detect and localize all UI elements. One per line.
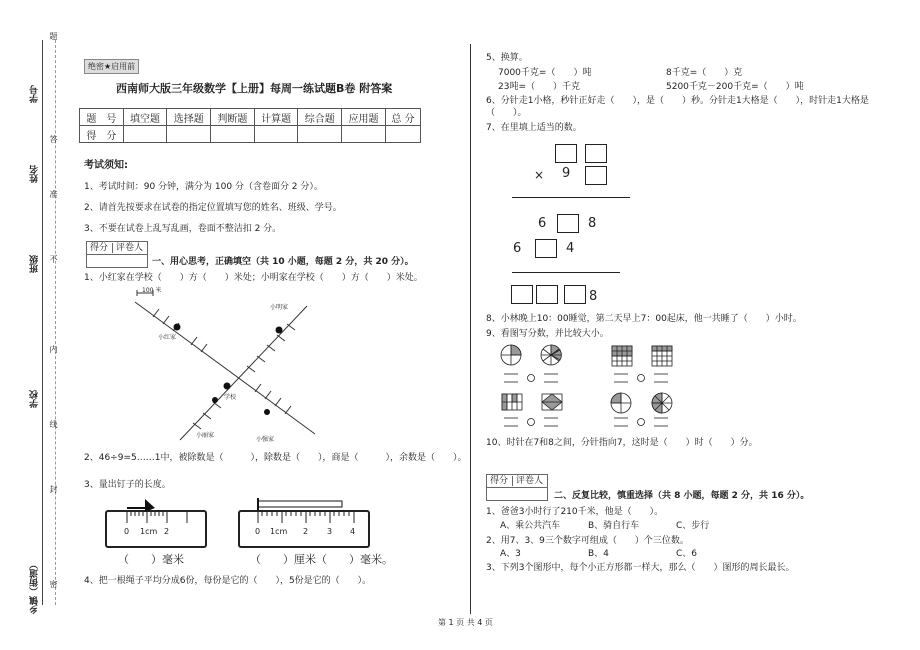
table-cell bbox=[385, 126, 420, 143]
table-row bbox=[80, 109, 421, 126]
section-score-box bbox=[486, 474, 548, 501]
table-cell: 题 号 bbox=[80, 109, 124, 126]
question-9: 9、看图写分数，并比较大小。 bbox=[486, 329, 609, 339]
table-cell bbox=[123, 126, 167, 143]
instruction-item: 2、请首先按要求在试卷的指定位置填写您的姓名、班级、学号。 bbox=[84, 203, 342, 213]
marker: 答 bbox=[49, 135, 58, 143]
table-cell: 填空题 bbox=[123, 109, 167, 126]
rule-line bbox=[512, 272, 620, 273]
table-cell: 得 分 bbox=[80, 126, 124, 143]
choice-question-3: 3、下列3个图形中，每个小正方形都一样大，那么（ ）图形的周长最长。 bbox=[486, 563, 795, 573]
conversion-item: 7000千克=（ ）吨 bbox=[498, 68, 592, 78]
grader-label: 评卷人 bbox=[112, 243, 143, 253]
table-cell bbox=[298, 126, 342, 143]
ruler-tick-label: 2 bbox=[303, 527, 309, 536]
digit: 8 bbox=[589, 289, 598, 304]
question-8: 8、小林晚上10：00睡觉，第二天早上7：00起床，他一共睡了（ ）小时。 bbox=[486, 314, 802, 324]
table-cell: 应用题 bbox=[342, 109, 386, 126]
answer-cm-mm: （ ）厘米（ ）毫米。 bbox=[250, 553, 393, 566]
ruler-tick-label: 0 bbox=[255, 527, 261, 536]
option[interactable]: C、6 bbox=[676, 549, 698, 559]
times-sign: × bbox=[534, 168, 545, 182]
marker: 不 bbox=[49, 255, 58, 263]
question-3: 3、量出钉子的长度。 bbox=[84, 480, 171, 490]
question-10: 10、时针在7和8之间，分针指向7，这时是（ ）时（ ）分。 bbox=[486, 438, 758, 448]
score-table bbox=[79, 108, 421, 143]
marker: 线 bbox=[49, 420, 58, 428]
label-township: 乡镇（街道） bbox=[30, 560, 40, 614]
map-scale-label: 100 米 bbox=[142, 287, 162, 294]
blank-box[interactable] bbox=[585, 144, 607, 163]
blank-box[interactable] bbox=[557, 214, 579, 233]
label-student-id: 学号 bbox=[30, 85, 40, 103]
table-cell: 综合题 bbox=[298, 109, 342, 126]
table-row bbox=[80, 126, 421, 143]
option[interactable]: A、乘公共汽车 bbox=[500, 521, 561, 531]
table-cell: 计算题 bbox=[254, 109, 298, 126]
question-6: 6、分针走1小格，秒针正好走（ ），是（ ）秒。分针走1大格是（ ），时针走1大格是（ ）。 bbox=[486, 96, 869, 118]
label-class: 班级 bbox=[30, 255, 40, 273]
digit: 8 bbox=[588, 216, 597, 231]
ruler-tick-label: 3 bbox=[327, 527, 333, 536]
blank-box[interactable] bbox=[555, 144, 577, 163]
conversion-item: 23吨=（ ）千克 bbox=[498, 82, 580, 92]
ruler-tick-label: 4 bbox=[350, 527, 356, 536]
ruler-tick-label: 2 bbox=[164, 527, 170, 536]
table-cell: 选择题 bbox=[167, 109, 211, 126]
page-number: 第 1 页 共 4 页 bbox=[438, 618, 493, 627]
blank-box[interactable] bbox=[511, 285, 533, 304]
table-cell: 总 分 bbox=[385, 109, 420, 126]
table-cell bbox=[254, 126, 298, 143]
blank-box[interactable] bbox=[536, 285, 558, 304]
answer-mm: （ ）毫米 bbox=[118, 553, 184, 566]
instruction-item: 3、不要在试卷上乱写乱画，卷面不整洁扣 2 分。 bbox=[84, 224, 282, 234]
confidential-seal: 绝密★启用前 bbox=[84, 59, 139, 74]
section2-heading: 二、反复比较，慎重选择（共 8 小题，每题 2 分，共 16 分）。 bbox=[554, 491, 810, 501]
blank-box[interactable] bbox=[535, 239, 557, 258]
label-name: 姓名 bbox=[30, 165, 40, 183]
marker: 准 bbox=[49, 190, 58, 198]
score-label: 得分 bbox=[490, 476, 509, 486]
map-label-xiaoqiang: 小强家 bbox=[256, 436, 275, 443]
fraction-shapes-row2 bbox=[500, 392, 690, 432]
map-label-school: 学校 bbox=[224, 394, 237, 401]
column-divider bbox=[470, 44, 471, 614]
direction-map bbox=[115, 288, 335, 448]
section-score-box bbox=[86, 241, 148, 268]
ruler-tick-label: 1cm bbox=[270, 527, 288, 536]
score-label: 得分 bbox=[90, 243, 109, 253]
table-cell: 判断题 bbox=[211, 109, 255, 126]
table-cell bbox=[211, 126, 255, 143]
ruler-tick-label: 1cm bbox=[140, 527, 158, 536]
marker: 封 bbox=[49, 485, 58, 493]
conversion-item: 5200千克－200千克=（ ）吨 bbox=[666, 82, 804, 92]
label-school: 学校 bbox=[30, 390, 40, 408]
option[interactable]: C、步行 bbox=[676, 521, 710, 531]
question-1: 1、小红家在学校（ ）方（ ）米处；小明家在学校（ ）方（ ）米处。 bbox=[84, 273, 423, 283]
question-7: 7、在里填上适当的数。 bbox=[486, 123, 582, 133]
blank-box[interactable] bbox=[564, 285, 586, 304]
binding-dashed-line bbox=[55, 40, 56, 605]
option[interactable]: A、3 bbox=[500, 549, 521, 559]
instructions-heading: 考试须知: bbox=[84, 160, 128, 171]
conversion-item: 8千克=（ ）克 bbox=[666, 68, 743, 78]
question-2: 2、46÷9=5……1中，被除数是（ ），除数是（ ），商是（ ），余数是（ ）。 bbox=[84, 453, 467, 463]
marker: 密 bbox=[49, 580, 58, 588]
blank-box[interactable] bbox=[585, 166, 607, 185]
question-4: 4、把一根绳子平均分成6份，每份是它的（ ），5份是它的（ ）。 bbox=[84, 576, 372, 586]
digit: 9 bbox=[562, 166, 571, 181]
map-label-xiaoli: 小丽家 bbox=[196, 432, 215, 439]
question-5: 5、换算。 bbox=[486, 53, 528, 63]
table-cell bbox=[167, 126, 211, 143]
option[interactable]: B、4 bbox=[588, 549, 609, 559]
table-cell bbox=[342, 126, 386, 143]
instruction-item: 1、考试时间：90 分钟，满分为 100 分（含卷面分 2 分）。 bbox=[84, 182, 323, 192]
rule-line bbox=[512, 197, 630, 198]
grader-label: 评卷人 bbox=[512, 476, 543, 486]
section1-heading: 一、用心思考，正确填空（共 10 小题，每题 2 分，共 20 分）。 bbox=[152, 257, 414, 267]
page-title: 西南师大版三年级数学【上册】每周一练试题B卷 附答案 bbox=[116, 82, 393, 95]
marker: 题 bbox=[49, 32, 58, 40]
option[interactable]: B、骑自行车 bbox=[588, 521, 640, 531]
map-label-xiaohong: 小红家 bbox=[158, 334, 177, 341]
digit: 6 bbox=[513, 241, 522, 256]
marker: 内 bbox=[49, 345, 58, 353]
map-label-xiaoming: 小明家 bbox=[270, 304, 289, 311]
digit: 4 bbox=[566, 241, 575, 256]
choice-question-2: 2、用7、3、9三个数字可组成（ ）个三位数。 bbox=[486, 536, 689, 546]
digit: 6 bbox=[538, 216, 547, 231]
binding-line bbox=[42, 40, 43, 605]
choice-question-1: 1、爸爸3小时行了210千米，他是（ ）。 bbox=[486, 507, 664, 517]
ruler-tick-label: 0 bbox=[124, 527, 130, 536]
